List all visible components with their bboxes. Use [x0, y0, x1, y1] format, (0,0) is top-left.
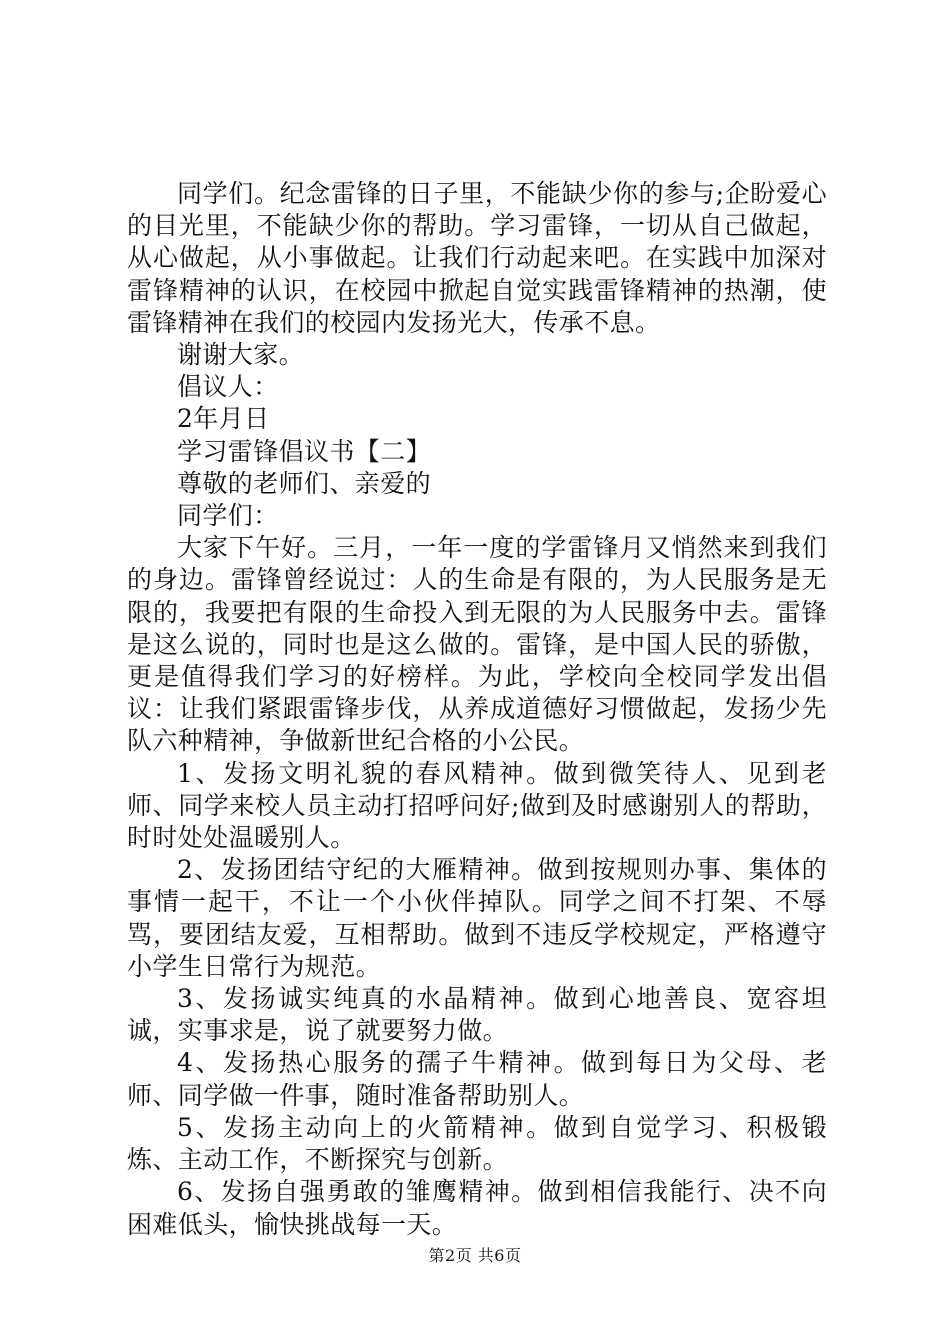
paragraph-proposer: 倡议人：: [177, 372, 279, 402]
paragraph-date: 2年月日: [177, 404, 270, 434]
proposal-item-4: 4、发扬热心服务的孺子牛精神。做到每日为父母、老师、同学做一件事，随时准备帮助别人。: [127, 1048, 827, 1110]
paragraph-intro: 大家下午好。三月，一年一度的学雷锋月又悄然来到我们的身边。雷锋曾经说过：人的生命是有限的，为人民服务是无限的，我要把有限的生命投入到无限的为人民服务中去。雷锋是这么说的，同时也是这么做的。雷锋，是中国人民的骄傲，更是值得我们学习的好榜样。为此，学校向全校同学发出倡议：让我们紧跟雷锋步伐，从养成道德好习惯做起，发扬少先队六种精神，争做新世纪合格的小公民。: [127, 533, 827, 756]
salutation-line-1: 尊敬的老师们、亲爱的: [177, 468, 432, 498]
proposal-item-5: 5、发扬主动向上的火箭精神。做到自觉学习、积极锻炼、主动工作，不断探究与创新。: [127, 1112, 827, 1175]
proposal-item-2: 2、发扬团结守纪的大雁精神。做到按规则办事、集体的事情一起干，不让一个小伙伴掉队。同学之间不打架、不辱骂，要团结友爱，互相帮助。做到不违反学校规定，严格遵守小学生日常行为规范。: [127, 855, 827, 981]
section-title: 学习雷锋倡议书【二】: [177, 436, 432, 466]
proposal-item-1: 1、发扬文明礼貌的春风精神。做到微笑待人、见到老师、同学来校人员主动打招呼问好;做到及时感谢别人的帮助，时时处处温暖别人。: [127, 758, 827, 853]
paragraph-closing-appeal: 同学们。纪念雷锋的日子里，不能缺少你的参与;企盼爱心的目光里，不能缺少你的帮助。学习雷锋，一切从自己做起，从心做起，从小事做起。让我们行动起来吧。在实践中加深对雷锋精神的认识，在校园中掀起自觉实践雷锋精神的热潮，使雷锋精神在我们的校园内发扬光大，传承不息。: [127, 179, 827, 337]
page-number-footer: 第2页 共6页: [428, 1246, 522, 1265]
proposal-item-6: 6、发扬自强勇敢的雏鹰精神。做到相信我能行、决不向困难低头，愉快挑战每一天。: [127, 1177, 827, 1239]
document-body: [127, 178, 827, 1241]
salutation-line-2: 同学们：: [177, 501, 279, 531]
paragraph-thanks: 谢谢大家。: [177, 340, 305, 370]
proposal-item-3: 3、发扬诚实纯真的水晶精神。做到心地善良、宽容坦诚，实事求是，说了就要努力做。: [127, 984, 827, 1046]
